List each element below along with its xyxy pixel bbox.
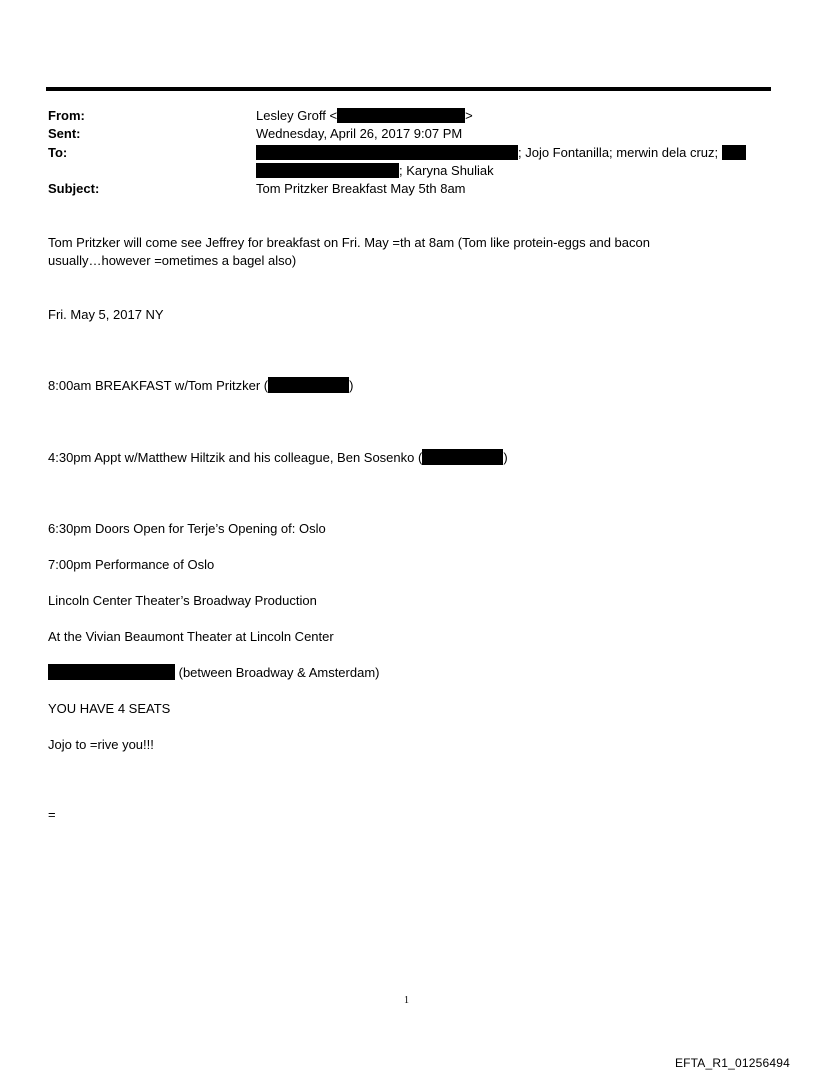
to-line2-text: ; Karyna Shuliak	[399, 163, 494, 178]
sent-value: Wednesday, April 26, 2017 9:07 PM	[256, 126, 463, 141]
redaction-from-email	[337, 108, 465, 123]
redaction-appt-phone	[422, 449, 503, 465]
appt-close: )	[503, 450, 508, 465]
breakfast-text: 8:00am BREAKFAST w/Tom Pritzker (	[48, 378, 269, 393]
to-label: To:	[48, 145, 68, 160]
address-text: (between Broadway & Amsterdam)	[175, 665, 380, 680]
from-label: From:	[48, 108, 85, 123]
from-close: >	[465, 108, 473, 123]
from-name: Lesley Groff <	[256, 108, 338, 123]
to-line1-text: ; Jojo Fontanilla; merwin dela cruz;	[518, 145, 719, 160]
header-divider-rule	[46, 87, 771, 91]
intro-line-1: Tom Pritzker will come see Jeffrey for breakfast on Fri. May =th at 8am (Tom like protein-eggs and bacon	[48, 235, 650, 250]
to-value-line2	[256, 162, 494, 180]
appt-line	[48, 449, 508, 467]
redaction-breakfast-phone	[268, 377, 349, 393]
redaction-to-recipient-2	[722, 145, 746, 160]
redaction-address	[48, 664, 175, 680]
breakfast-close: )	[349, 378, 354, 393]
redaction-to-recipient-3	[256, 163, 399, 178]
from-value	[256, 107, 473, 125]
sent-label: Sent:	[48, 126, 81, 141]
address-line	[48, 664, 379, 682]
seats-line: YOU HAVE 4 SEATS	[48, 701, 171, 716]
trailing-char: =	[48, 807, 56, 822]
to-value-line1	[256, 144, 746, 162]
production-line: Lincoln Center Theater’s Broadway Production	[48, 593, 317, 608]
date-line: Fri. May 5, 2017 NY	[48, 307, 164, 322]
bates-number: EFTA_R1_01256494	[674, 1056, 790, 1070]
subject-label: Subject:	[48, 181, 100, 196]
driver-line: Jojo to =rive you!!!	[48, 737, 154, 752]
breakfast-line	[48, 377, 353, 395]
redaction-to-recipient-1	[256, 145, 518, 160]
doors-line: 6:30pm Doors Open for Terje’s Opening of: Oslo	[48, 521, 326, 536]
page-number: 1	[404, 995, 409, 1006]
venue-line: At the Vivian Beaumont Theater at Lincoln Center	[48, 629, 334, 644]
performance-line: 7:00pm Performance of Oslo	[48, 557, 215, 572]
intro-line-2: usually…however =ometimes a bagel also)	[48, 253, 297, 268]
subject-value: Tom Pritzker Breakfast May 5th 8am	[256, 181, 466, 196]
appt-text: 4:30pm Appt w/Matthew Hiltzik and his colleague, Ben Sosenko (	[48, 450, 423, 465]
